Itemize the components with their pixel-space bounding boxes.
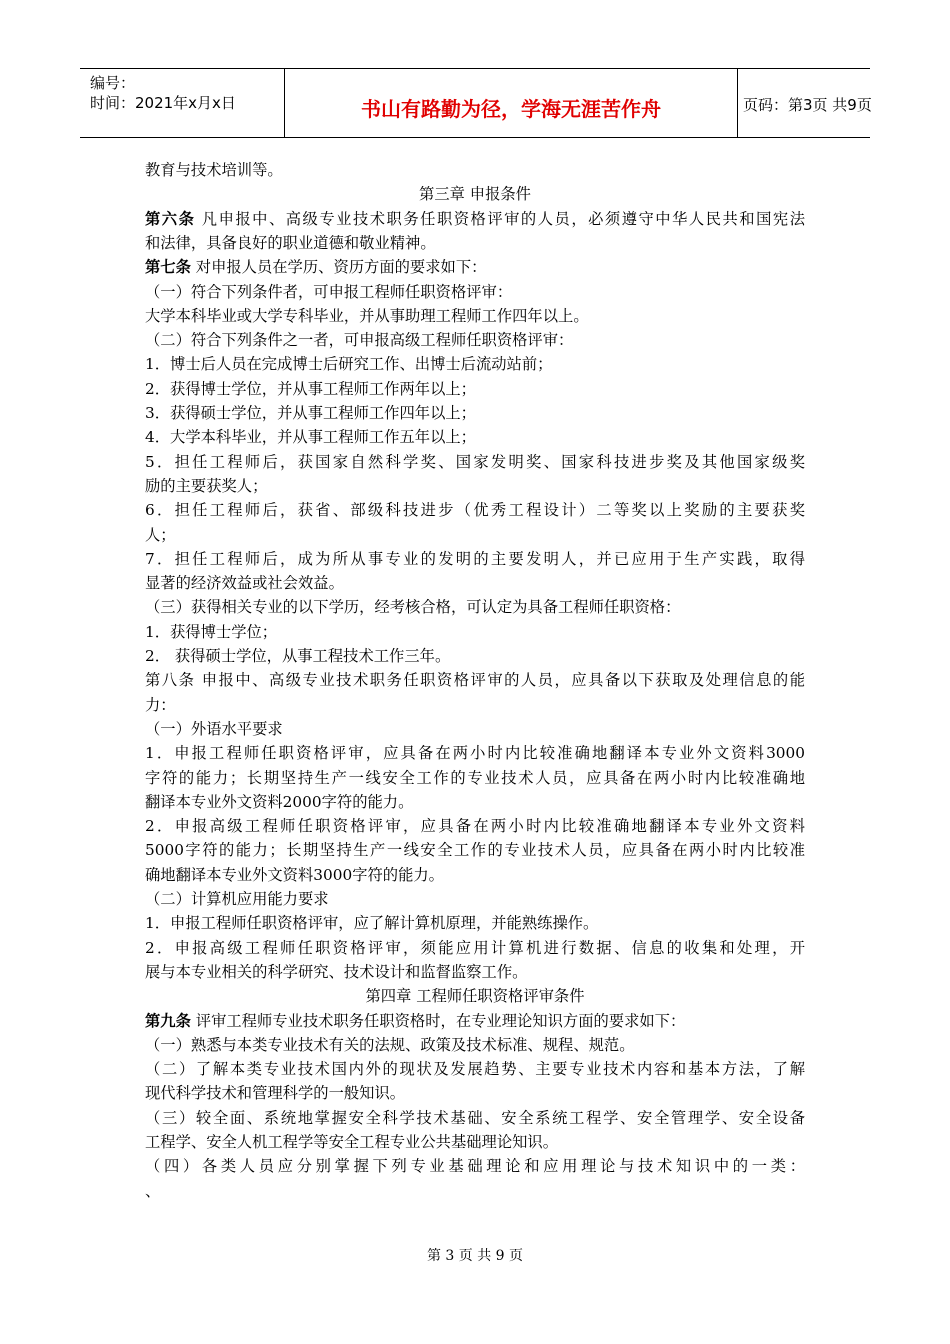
body-line bbox=[145, 547, 805, 571]
line-text: （三）较全面、系统地掌握安全科学技术基础、安全系统工程学、安全管理学、安全设备 bbox=[145, 1108, 805, 1127]
article-number: 第九条 bbox=[145, 1011, 191, 1030]
line-text: 、 bbox=[145, 1181, 161, 1200]
body-line bbox=[145, 231, 436, 255]
body-line bbox=[145, 741, 805, 765]
line-text: 翻译本专业外文资料2000字符的能力。 bbox=[145, 792, 414, 811]
line-text: 3．获得硕士学位，并从事工程师工作四年以上； bbox=[145, 404, 476, 422]
line-text: （一）符合下列条件者，可申报工程师任职资格评审： bbox=[145, 282, 513, 301]
body-line bbox=[145, 182, 805, 206]
body-line bbox=[145, 304, 589, 328]
header-right-cell bbox=[737, 69, 870, 137]
body-line bbox=[145, 377, 476, 401]
body-line bbox=[145, 1130, 558, 1154]
line-text: 6．担任工程师后，获省、部级科技进步（优秀工程设计）二等奖以上奖励的主要获奖 bbox=[145, 501, 805, 520]
body-line bbox=[145, 863, 444, 887]
line-text: 5000字符的能力；长期坚持生产一线安全工作的专业技术人员，应具备在两小时内比较准 bbox=[145, 841, 805, 860]
line-text: 力： bbox=[145, 695, 176, 714]
line-text: 工程学、安全人机工程学等安全工程专业公共基础理论知识。 bbox=[145, 1133, 559, 1151]
body-line bbox=[145, 693, 176, 717]
line-text: 人； bbox=[145, 525, 176, 544]
body-line bbox=[145, 960, 527, 984]
body-line bbox=[145, 571, 344, 595]
article-number: 第七条 bbox=[145, 258, 191, 277]
body-line bbox=[145, 1057, 805, 1081]
body-line bbox=[145, 158, 283, 182]
line-text: 显著的经济效益或社会效益。 bbox=[145, 574, 344, 593]
body-line bbox=[145, 1179, 160, 1203]
body-line bbox=[145, 1081, 405, 1105]
line-text: 确地翻译本专业外文资料3000字符的能力。 bbox=[145, 865, 444, 884]
line-text: 4．大学本科毕业，并从事工程师工作五年以上； bbox=[145, 428, 476, 447]
body-line bbox=[145, 474, 267, 498]
body-line bbox=[145, 328, 573, 352]
header-motto: 书山有路勤为径，学海无涯苦作舟 bbox=[361, 97, 661, 121]
line-text: 凡申报中、高级专业技术职务任职资格评审的人员，必须遵守中华人民共和国宪法 bbox=[195, 209, 805, 228]
line-text: 1．申报工程师任职资格评审，应了解计算机原理，并能熟练操作。 bbox=[145, 914, 599, 933]
line-text: 展与本专业相关的科学研究、技术设计和监督监察工作。 bbox=[145, 962, 528, 981]
line-text: 第四章 工程师任职资格评审条件 bbox=[365, 987, 585, 1006]
document-number-label: 编号： bbox=[90, 74, 136, 92]
body-line bbox=[145, 887, 329, 911]
line-text: （一）外语水平要求 bbox=[145, 719, 283, 738]
body-line bbox=[145, 207, 805, 231]
line-text: （二）了解本类专业技术国内外的现状及发展趋势、主要专业技术内容和基本方法，了解 bbox=[145, 1060, 805, 1079]
body-line bbox=[145, 352, 552, 376]
page-header bbox=[80, 68, 870, 138]
body-line bbox=[145, 766, 805, 790]
body-line bbox=[145, 790, 413, 814]
line-text: （三）获得相关专业的以下学历，经考核合格，可认定为具备工程师任职资格： bbox=[145, 598, 681, 617]
line-text: 励的主要获奖人； bbox=[145, 476, 268, 495]
line-text: 评审工程师专业技术职务任职资格时，在专业理论知识方面的要求如下： bbox=[190, 1011, 686, 1030]
body-line bbox=[145, 498, 805, 522]
body-line bbox=[145, 936, 805, 960]
body-line bbox=[145, 595, 680, 619]
article-number: 第六条 bbox=[145, 209, 196, 228]
line-text: 5．担任工程师后，获国家自然科学奖、国家发明奖、国家科技进步奖及其他国家级奖 bbox=[145, 452, 805, 471]
line-text: 第八条 申报中、高级专业技术职务任职资格评审的人员，应具备以下获取及处理信息的能 bbox=[145, 671, 805, 690]
line-text: 大学本科毕业或大学专科毕业，并从事助理工程师工作四年以上。 bbox=[145, 306, 589, 325]
body-line bbox=[145, 1106, 805, 1130]
line-text: 1．获得博士学位； bbox=[145, 622, 278, 641]
document-time-label: 时间：2021年x月x日 bbox=[90, 94, 236, 112]
body-line bbox=[145, 644, 450, 668]
page-footer: 第 3 页 共 9 页 bbox=[426, 1248, 524, 1264]
line-text: 教育与技术培训等。 bbox=[145, 161, 283, 179]
body-line bbox=[145, 668, 805, 692]
header-middle-cell bbox=[284, 69, 738, 137]
body-line bbox=[145, 717, 283, 741]
line-text: 现代科学技术和管理科学的一般知识。 bbox=[145, 1084, 406, 1103]
line-text: 7．担任工程师后，成为所从事专业的发明的主要发明人，并已应用于生产实践，取得 bbox=[145, 549, 805, 568]
line-text: 和法律，具备良好的职业道德和敬业精神。 bbox=[145, 233, 436, 252]
body-line bbox=[145, 401, 476, 425]
body-line bbox=[145, 814, 805, 838]
body-line bbox=[145, 911, 598, 935]
body-line bbox=[145, 280, 512, 304]
body-line bbox=[145, 255, 486, 279]
body-line bbox=[145, 1033, 635, 1057]
body-line bbox=[145, 1009, 685, 1033]
body-line bbox=[145, 523, 176, 547]
line-text: （一）熟悉与本类专业技术有关的法规、政策及技术标准、规程、规范。 bbox=[145, 1035, 635, 1054]
body-line bbox=[145, 984, 805, 1008]
body-line bbox=[145, 450, 805, 474]
line-text: （二）计算机应用能力要求 bbox=[145, 890, 329, 908]
line-text: 第三章 申报条件 bbox=[419, 185, 531, 204]
line-text: （四）各类人员应分别掌握下列专业基础理论和应用理论与技术知识中的一类： bbox=[145, 1157, 805, 1176]
line-text: 对申报人员在学历、资历方面的要求如下： bbox=[190, 258, 487, 277]
line-text: 2．获得博士学位，并从事工程师工作两年以上； bbox=[145, 379, 476, 398]
body-line bbox=[145, 425, 476, 449]
line-text: 1．博士后人员在完成博士后研究工作、出博士后流动站前； bbox=[145, 355, 553, 374]
line-text: 1．申报工程师任职资格评审，应具备在两小时内比较准确地翻译本专业外文资料3000 bbox=[145, 744, 805, 763]
line-text: 2．申报高级工程师任职资格评审，须能应用计算机进行数据、信息的收集和处理，开 bbox=[145, 938, 805, 957]
body-line bbox=[145, 620, 277, 644]
line-text: （二）符合下列条件之一者，可申报高级工程师任职资格评审： bbox=[145, 331, 574, 350]
line-text: 2．申报高级工程师任职资格评审，应具备在两小时内比较准确地翻译本专业外文资料 bbox=[145, 817, 805, 836]
body-line bbox=[145, 838, 805, 862]
body-line bbox=[145, 1154, 805, 1178]
header-page-info: 页码：第3页 共9页 bbox=[743, 96, 872, 114]
header-left-cell bbox=[80, 69, 284, 137]
line-text: 2． 获得硕士学位，从事工程技术工作三年。 bbox=[145, 647, 451, 665]
line-text: 字符的能力；长期坚持生产一线安全工作的专业技术人员，应具备在两小时内比较准确地 bbox=[145, 768, 805, 787]
